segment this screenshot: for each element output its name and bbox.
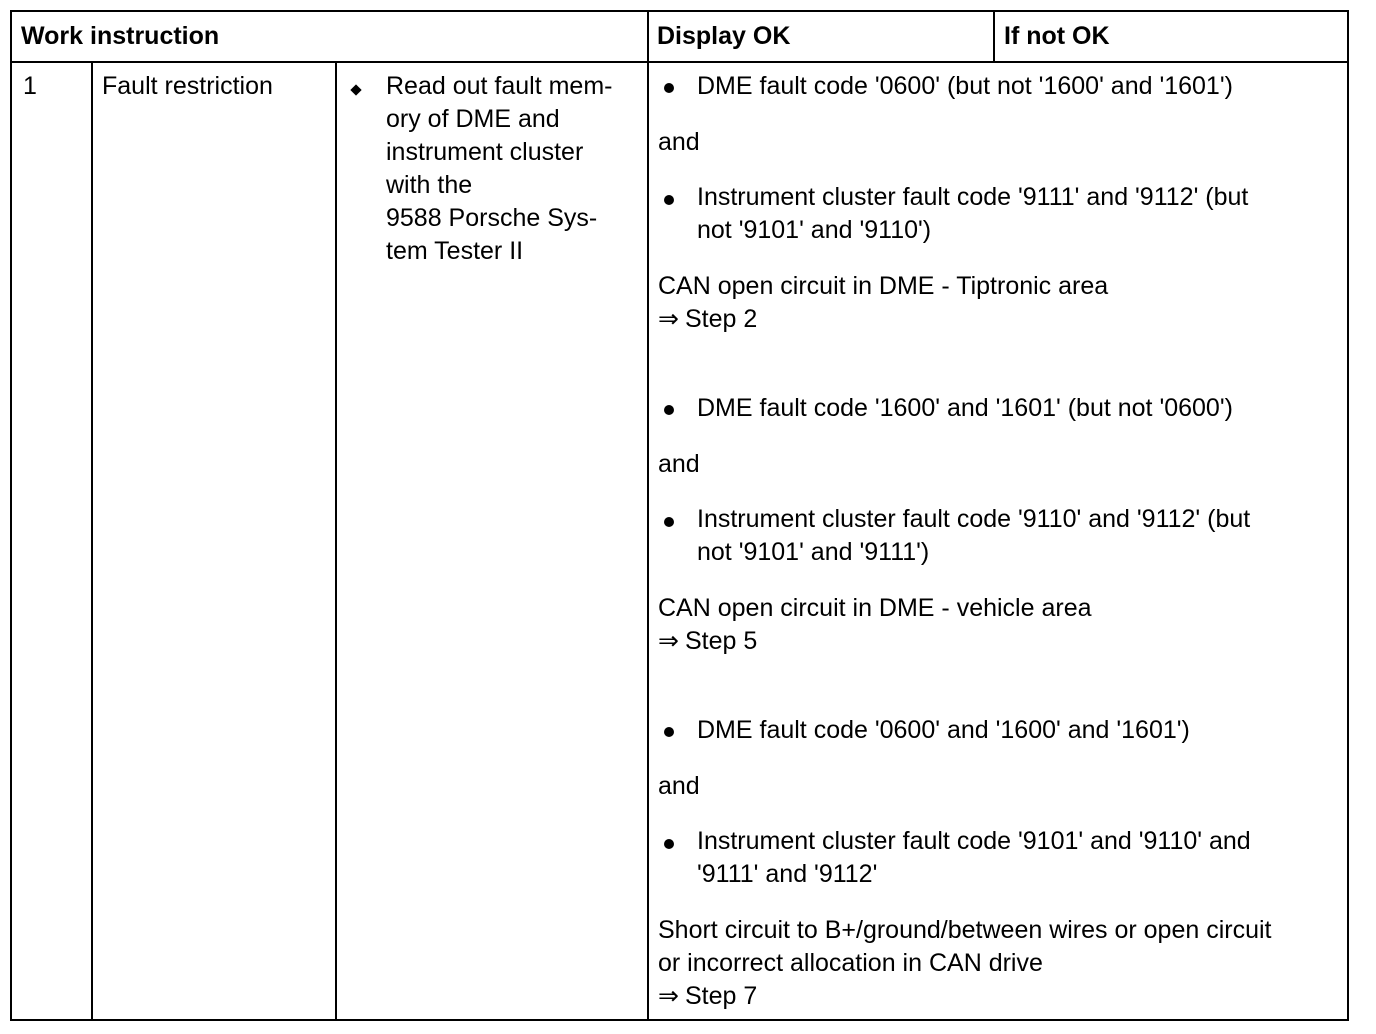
step-link: Step 5 (684, 627, 758, 655)
header-if-not-ok: If not OK (1004, 22, 1110, 50)
fault-code-condition: Instrument cluster fault code '9111' and '9112' (but (697, 183, 1249, 211)
bullet-dot-icon (664, 839, 674, 849)
diagnosis-conclusion: CAN open circuit in DME - vehicle area (658, 594, 1092, 622)
step-reference (658, 303, 757, 336)
column-divider-if-not-ok (993, 12, 995, 61)
and-connector: and (658, 128, 700, 156)
fault-code-condition: Instrument cluster fault code '9110' and '9112' (but (697, 505, 1251, 533)
column-divider-step-number (91, 61, 93, 1019)
column-divider-display-ok (647, 12, 649, 1019)
and-connector: and (658, 772, 700, 800)
instruction-line: Read out fault mem- (386, 72, 613, 100)
column-divider-instruction (335, 61, 337, 1019)
instruction-line: instrument cluster (386, 138, 584, 166)
step-reference (658, 625, 757, 658)
instruction-line: tem Tester II (386, 237, 524, 265)
and-connector: and (658, 450, 700, 478)
right-double-arrow-icon: ⇒ (658, 305, 679, 333)
instruction-line: ory of DME and (386, 105, 560, 133)
fault-code-condition: DME fault code '0600' (but not '1600' and '1601') (697, 72, 1233, 100)
bullet-dot-icon (664, 517, 674, 527)
header-work-instruction: Work instruction (21, 22, 220, 50)
fault-code-condition-cont: not '9101' and '9111') (697, 538, 930, 566)
step-reference (658, 980, 757, 1013)
fault-code-condition-cont: '9111' and '9112' (697, 860, 878, 888)
bullet-dot-icon (664, 727, 674, 737)
diagnosis-conclusion: CAN open circuit in DME - Tiptronic area (658, 272, 1109, 300)
instruction-line: 9588 Porsche Sys- (386, 204, 598, 232)
instruction-line: with the (386, 171, 473, 199)
fault-code-condition-cont: not '9101' and '9110') (697, 216, 932, 244)
fault-code-condition: Instrument cluster fault code '9101' and '9110' and (697, 827, 1251, 855)
work-instruction-table (10, 10, 1349, 1021)
bullet-dot-icon (664, 83, 674, 93)
fault-code-condition: DME fault code '1600' and '1601' (but not '0600') (697, 394, 1233, 422)
step-link: Step 2 (684, 305, 758, 333)
bullet-dot-icon (664, 195, 674, 205)
diagnosis-conclusion-cont: or incorrect allocation in CAN drive (658, 949, 1043, 977)
fault-code-condition: DME fault code '0600' and '1600' and '1601') (697, 716, 1190, 744)
step-title: Fault restriction (102, 72, 273, 100)
bullet-dot-icon (664, 405, 674, 415)
step-number: 1 (23, 72, 37, 100)
step-link: Step 7 (684, 982, 758, 1010)
diagnosis-conclusion: Short circuit to B+/ground/between wires or open circuit (658, 916, 1272, 944)
header-separator (12, 61, 1347, 63)
right-double-arrow-icon: ⇒ (658, 982, 679, 1010)
right-double-arrow-icon: ⇒ (658, 627, 679, 655)
diamond-bullet-icon (350, 84, 361, 95)
header-display-ok: Display OK (657, 22, 791, 50)
